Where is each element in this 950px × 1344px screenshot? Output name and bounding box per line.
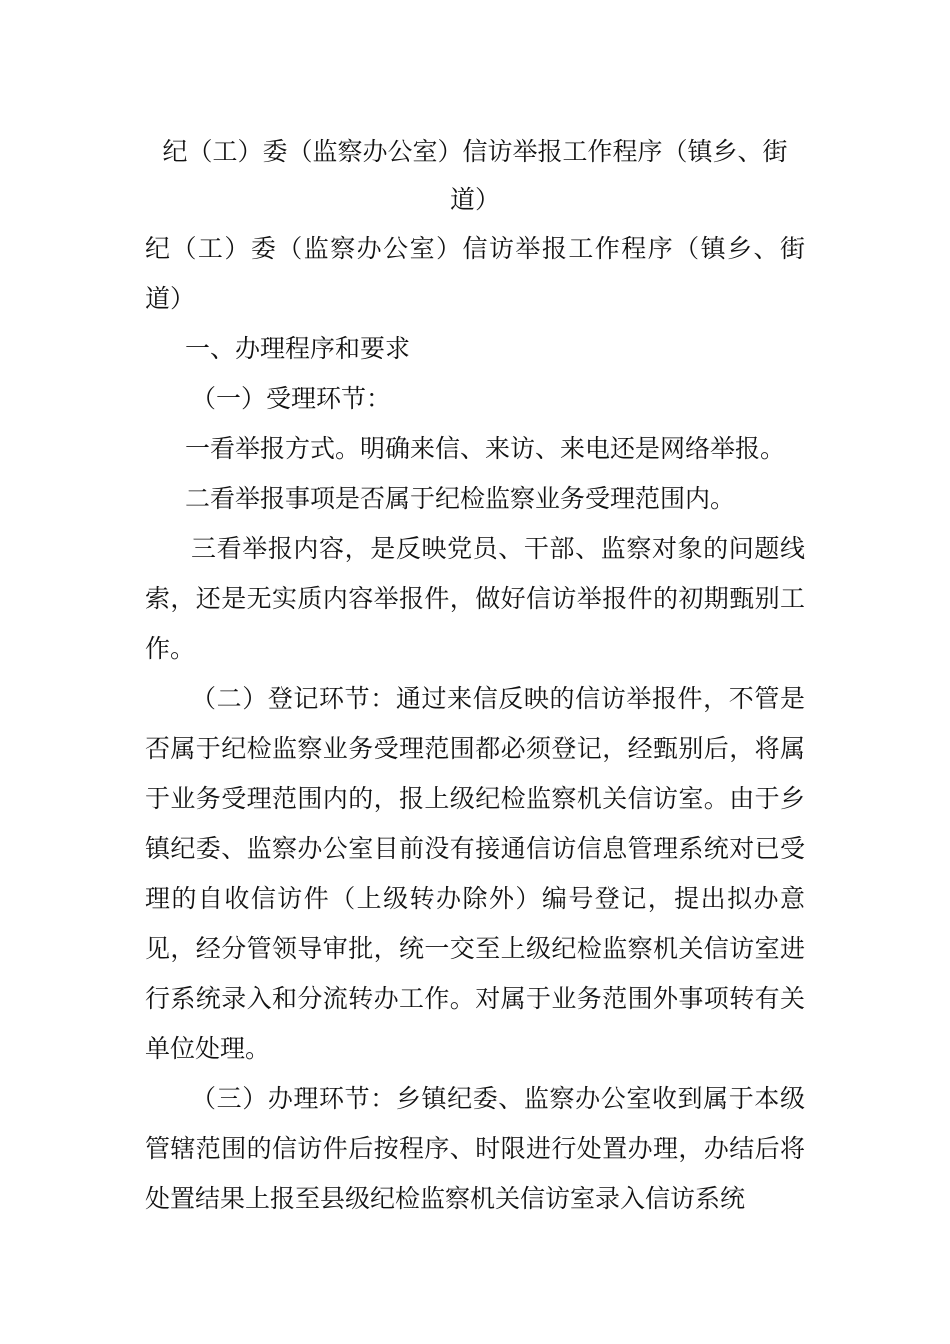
section-heading: 一、办理程序和要求 bbox=[185, 334, 411, 363]
part-heading: （一）受理环节： bbox=[191, 384, 392, 413]
paragraph: 一看举报方式。明确来信、来访、来电还是网络举报。 bbox=[185, 434, 786, 463]
paragraph: 二看举报事项是否属于纪检监察业务受理范围内。 bbox=[185, 484, 736, 513]
document-title: 纪（工）委（监察办公室）信访举报工作程序（镇乡、街道） bbox=[162, 137, 788, 214]
document-body bbox=[145, 224, 805, 1224]
paragraph: 三看举报内容，是反映党员、干部、监察对象的问题线索，还是无实质内容举报件，做好信访举报件的初期甄别工作。 bbox=[145, 534, 805, 663]
document-subtitle: 纪（工）委（监察办公室）信访举报工作程序（镇乡、街道） bbox=[145, 234, 805, 313]
paragraph: （三）办理环节：乡镇纪委、监察办公室收到属于本级管辖范围的信访件后按程序、时限进行处置办理，办结后将处置结果上报至县级纪检监察机关信访室录入信访系统 bbox=[145, 1084, 805, 1213]
paragraph: （二）登记环节：通过来信反映的信访举报件，不管是否属于纪检监察业务受理范围都必须登记，经甄别后，将属于业务受理范围内的，报上级纪检监察机关信访室。由于乡镇纪委、监察办公室目前没有接通信访信息管理系统对已受理的自收信访件（上级转办除外）编号登记，提出拟办意见，经分管领导审批，统一交至上级纪检监察机关信访室进行系统录入和分流转办工作。对属于业务范围外事项转有关单位处理。 bbox=[145, 684, 805, 1063]
